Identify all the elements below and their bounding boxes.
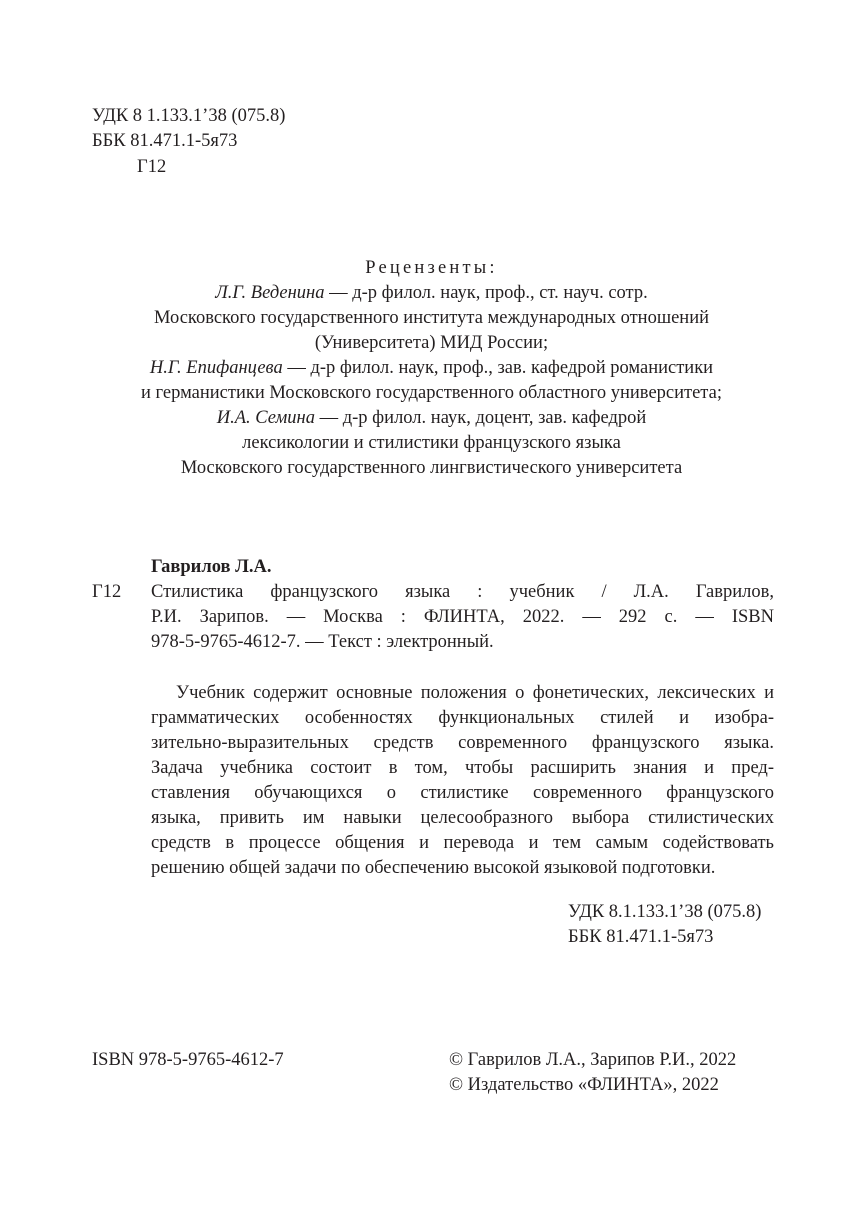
- reviewer-3-line-3: Московского государственного лингвистического университета: [180, 458, 683, 478]
- annotation-line: грамматических особенностях функциональных стилей и изобра-: [151, 708, 774, 728]
- reviewer-1-credentials: — д-р филол. наук, проф., ст. науч. сотр.: [324, 283, 648, 303]
- udk-code-top: УДК 8 1.133.1’38 (075.8): [92, 106, 286, 126]
- reviewer-1-name: Л.Г. Веденина: [215, 283, 325, 303]
- reviewer-2-name: Н.Г. Епифанцева: [149, 358, 283, 378]
- reviewer-3-line-1: [0, 405, 863, 431]
- annotation-line: Учебник содержит основные положения о фонетических, лексических и: [176, 683, 774, 703]
- reviewer-3-line-2: лексикологии и стилистики французского языка: [242, 433, 621, 453]
- bibliographic-line-3: 978-5-9765-4612-7. — Текст : электронный.: [151, 632, 494, 652]
- annotation-line: зительно-выразительных средств современного французского языка.: [151, 733, 774, 753]
- author-sign: Г12: [92, 582, 122, 602]
- reviewer-2-credentials: — д-р филол. наук, проф., зав. кафедрой романистики: [282, 358, 714, 378]
- annotation-line: языка, привить им навыки целесообразного выбора стилистических: [151, 808, 774, 828]
- reviewer-1-line-3: (Университета) МИД России;: [314, 333, 549, 353]
- reviewer-1-line-1: [0, 280, 863, 306]
- annotation-line: решению общей задачи по обеспечению высокой языковой подготовки.: [151, 858, 716, 878]
- udk-code-bottom: УДК 8.1.133.1’38 (075.8): [568, 902, 762, 922]
- annotation-line: ставления обучающихся о стилистике современного французского: [151, 783, 774, 803]
- copyright-authors: © Гаврилов Л.А., Зарипов Р.И., 2022: [449, 1050, 737, 1070]
- reviewer-2-line-1: [0, 355, 863, 381]
- copyright-publisher: © Издательство «ФЛИНТА», 2022: [449, 1075, 719, 1095]
- bbk-code-top: ББК 81.471.1-5я73: [92, 131, 238, 151]
- annotation-line: Задача учебника состоит в том, чтобы расширить знания и пред-: [151, 758, 774, 778]
- author-sign-top: Г12: [137, 157, 167, 177]
- annotation-line: средств в процессе общения и перевода и тем самым содействовать: [151, 833, 774, 853]
- reviewer-2-line-2: и германистики Московского государственного областного университета;: [141, 383, 722, 403]
- bbk-code-bottom: ББК 81.471.1-5я73: [568, 927, 714, 947]
- reviewer-3-name: И.А. Семина: [216, 408, 315, 428]
- book-author: Гаврилов Л.А.: [151, 557, 272, 577]
- bibliographic-line-1: Стилистика французского языка : учебник / Л.А. Гаврилов,: [151, 582, 774, 602]
- reviewers-heading: Рецензенты:: [365, 258, 498, 278]
- isbn: ISBN 978-5-9765-4612-7: [92, 1050, 284, 1070]
- reviewer-1-line-2: Московского государственного института международных отношений: [154, 308, 709, 328]
- reviewer-3-credentials: — д-р филол. наук, доцент, зав. кафедрой: [314, 408, 647, 428]
- bibliographic-line-2: Р.И. Зарипов. — Москва : ФЛИНТА, 2022. — 292 с. — ISBN: [151, 607, 774, 627]
